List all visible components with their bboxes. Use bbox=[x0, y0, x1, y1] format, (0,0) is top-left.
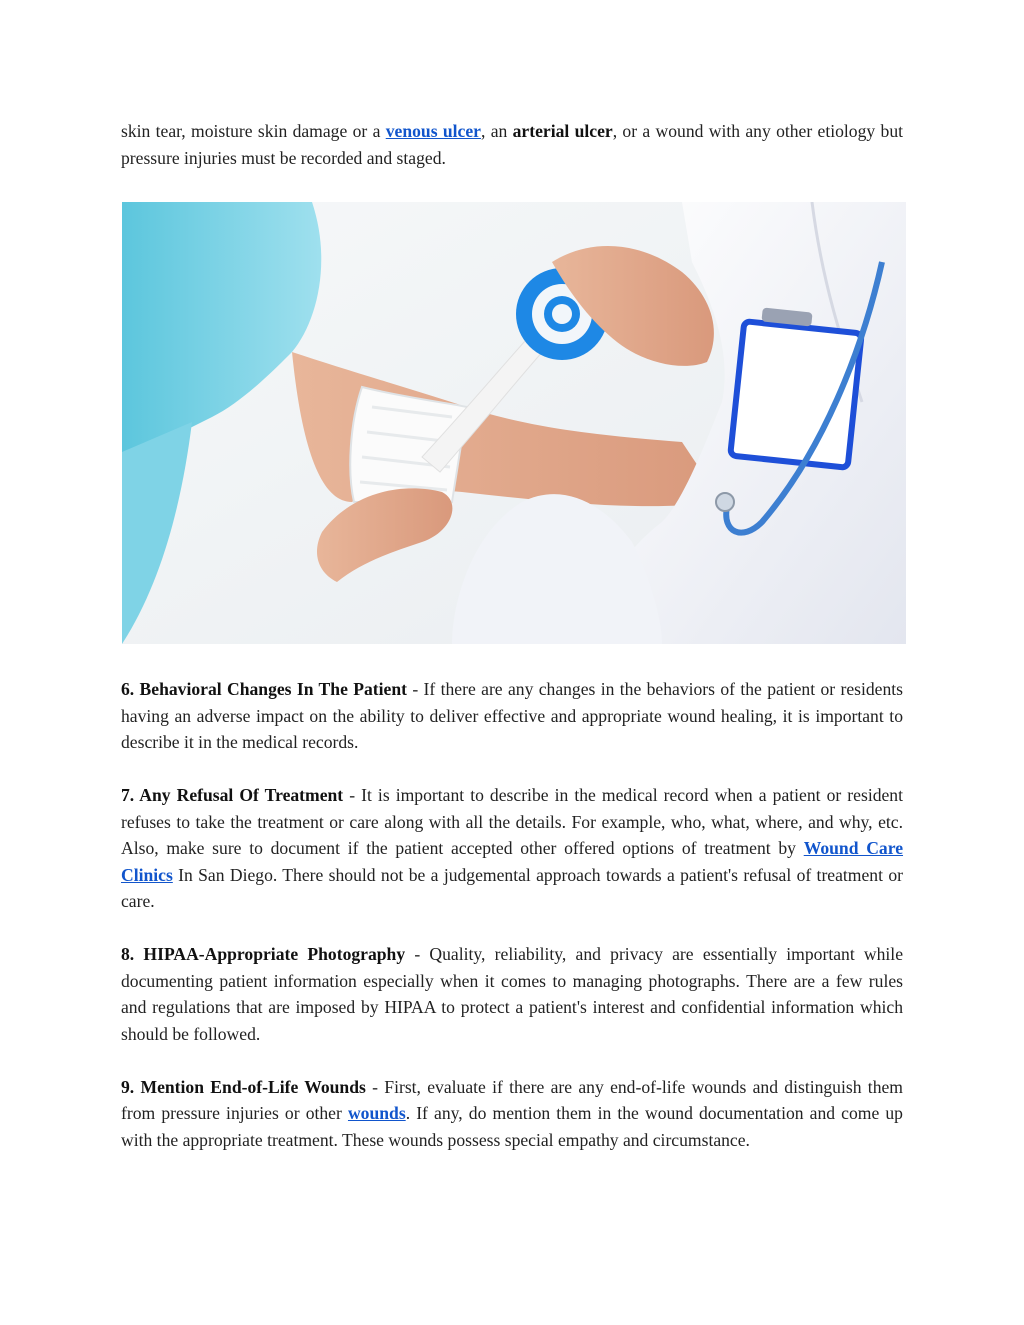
section-end-of-life-wounds bbox=[121, 1074, 903, 1154]
section-text: - Quality, reliability, and privacy are essentially important while documenting patient information especially when it comes to managing photographs. There are a few rules and regulations that are imposed by HIPAA to protect a patient's interest and confidential information which should be followed. bbox=[121, 944, 904, 1044]
intro-text: skin tear, moisture skin damage or a bbox=[121, 121, 386, 141]
intro-paragraph bbox=[121, 118, 903, 171]
wound-care-clinics-link[interactable]: Wound Care Clinics bbox=[121, 838, 904, 885]
section-text-after-link: In San Diego. There should not be a judgemental approach towards a patient's refusal of treatment or care. bbox=[121, 864, 903, 911]
section-heading: 8. HIPAA-Appropriate Photography bbox=[121, 944, 406, 964]
venous-ulcer-link[interactable]: venous ulcer bbox=[385, 121, 481, 141]
section-text: - If there are any changes in the behaviors of the patient or residents having an adverse impact on the ability to deliver effective and appropriate wound healing, it is important to describe it in the medical records. bbox=[121, 679, 903, 752]
intro-text-2: , an bbox=[480, 121, 513, 141]
intro-block bbox=[121, 118, 903, 171]
sections-block bbox=[121, 676, 903, 1180]
wounds-link[interactable]: wounds bbox=[347, 1103, 406, 1123]
section-text: - It is important to describe in the medical record when a patient or resident refuses to take the treatment or care along with all the details. For example, who, what, where, and why, etc. Also, make sure to document if the patient accepted other offered options of treatment by bbox=[121, 785, 903, 858]
arterial-ulcer-term: arterial ulcer bbox=[512, 121, 613, 141]
section-text-after-link: . If any, do mention them in the wound documentation and come up with the appropriate treatment. These wounds possess special empathy and circumstance. bbox=[121, 1103, 903, 1150]
bandaging-illustration bbox=[122, 202, 906, 644]
section-heading: 7. Any Refusal Of Treatment bbox=[121, 785, 344, 805]
section-refusal-of-treatment bbox=[121, 782, 903, 915]
bandaging-photo bbox=[122, 202, 906, 644]
section-text: - First, evaluate if there are any end-of-life wounds and distinguish them from pressure injuries or other bbox=[121, 1076, 903, 1123]
section-heading: 6. Behavioral Changes In The Patient bbox=[121, 679, 407, 699]
section-behavioral-changes bbox=[121, 676, 903, 756]
section-heading: 9. Mention End-of-Life Wounds bbox=[121, 1076, 366, 1097]
section-hipaa-photography bbox=[121, 941, 903, 1047]
intro-text-3: , or a wound with any other etiology but pressure injuries must be recorded and staged. bbox=[121, 121, 904, 168]
